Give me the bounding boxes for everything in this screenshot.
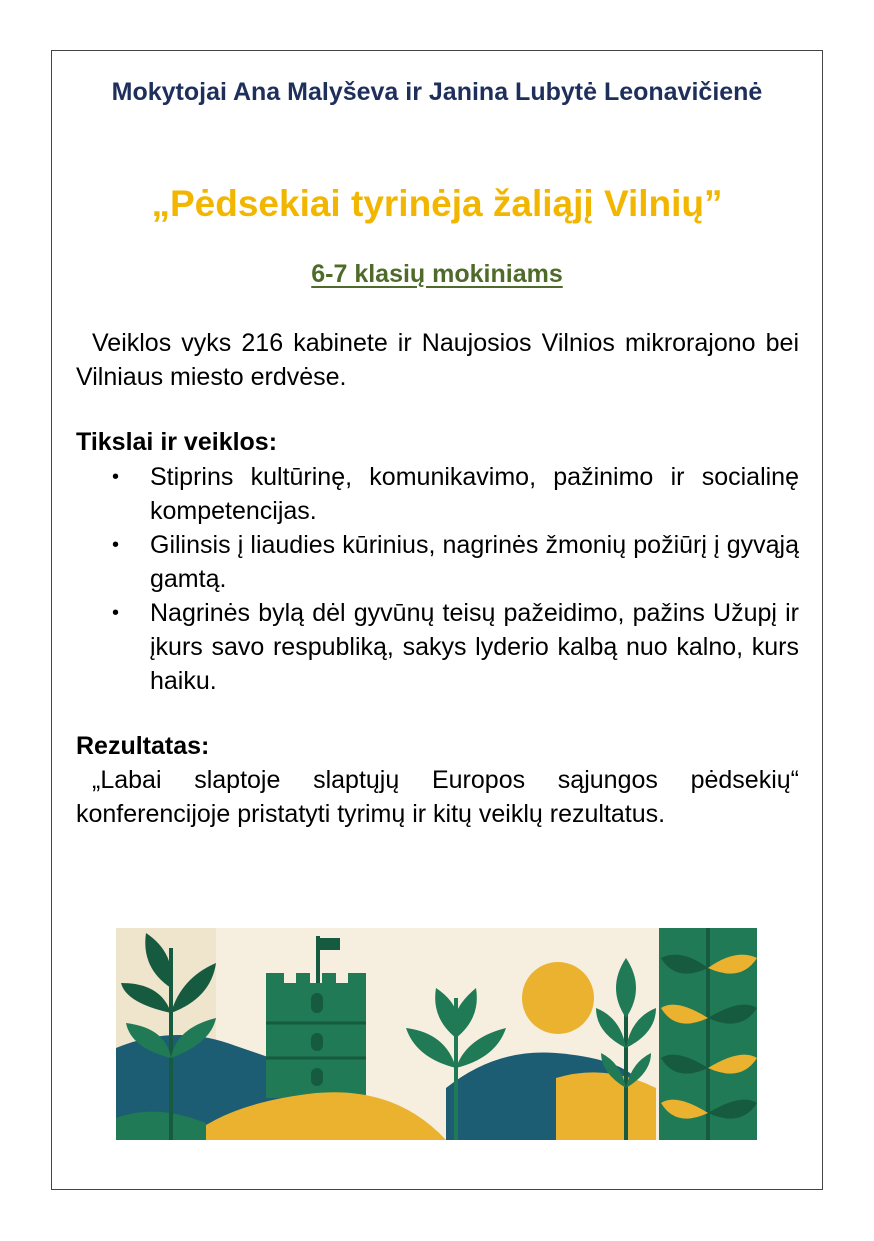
bullet-icon: • bbox=[112, 534, 120, 556]
list-item bbox=[76, 596, 799, 698]
teachers-heading: Mokytojai Ana Malyševa ir Janina Lubytė Leonavičienė bbox=[111, 78, 763, 106]
list-item bbox=[76, 528, 799, 596]
goal-text: Nagrinės bylą dėl gyvūnų teisų pažeidimo, pažins Užupį ir įkurs savo respubliką, sakys lyderio kalbą nuo kalno, kurs haiku. bbox=[150, 599, 799, 695]
goals-heading: Tikslai ir veiklos: bbox=[76, 428, 278, 456]
result-paragraph: „Labai slaptoje slaptųjų Europos sąjungos pėdsekių“ konferencijoje pristatyti tyrimų ir kitų veiklų rezultatus. bbox=[76, 766, 799, 828]
page-title: „Pėdsekiai tyrinėja žaliąjį Vilnių” bbox=[151, 183, 723, 224]
intro-paragraph: Veiklos vyks 216 kabinete ir Naujosios Vilnios mikrorajono bei Vilniaus miesto erdvėse. bbox=[76, 329, 799, 391]
bullet-icon: • bbox=[112, 602, 120, 624]
result-heading: Rezultatas: bbox=[76, 732, 210, 760]
goals-list bbox=[76, 460, 799, 698]
list-item bbox=[76, 460, 799, 528]
audience-label: 6-7 klasių mokiniams bbox=[311, 260, 563, 288]
green-vilnius-tower-illustration bbox=[116, 928, 757, 1140]
bullet-icon: • bbox=[112, 466, 120, 488]
goal-text: Stiprins kultūrinę, komunikavimo, pažinimo ir socialinę kompetencijas. bbox=[150, 463, 799, 525]
goal-text: Gilinsis į liaudies kūrinius, nagrinės žmonių požiūrį į gyvąją gamtą. bbox=[150, 531, 799, 593]
audience-subtitle bbox=[51, 258, 823, 290]
